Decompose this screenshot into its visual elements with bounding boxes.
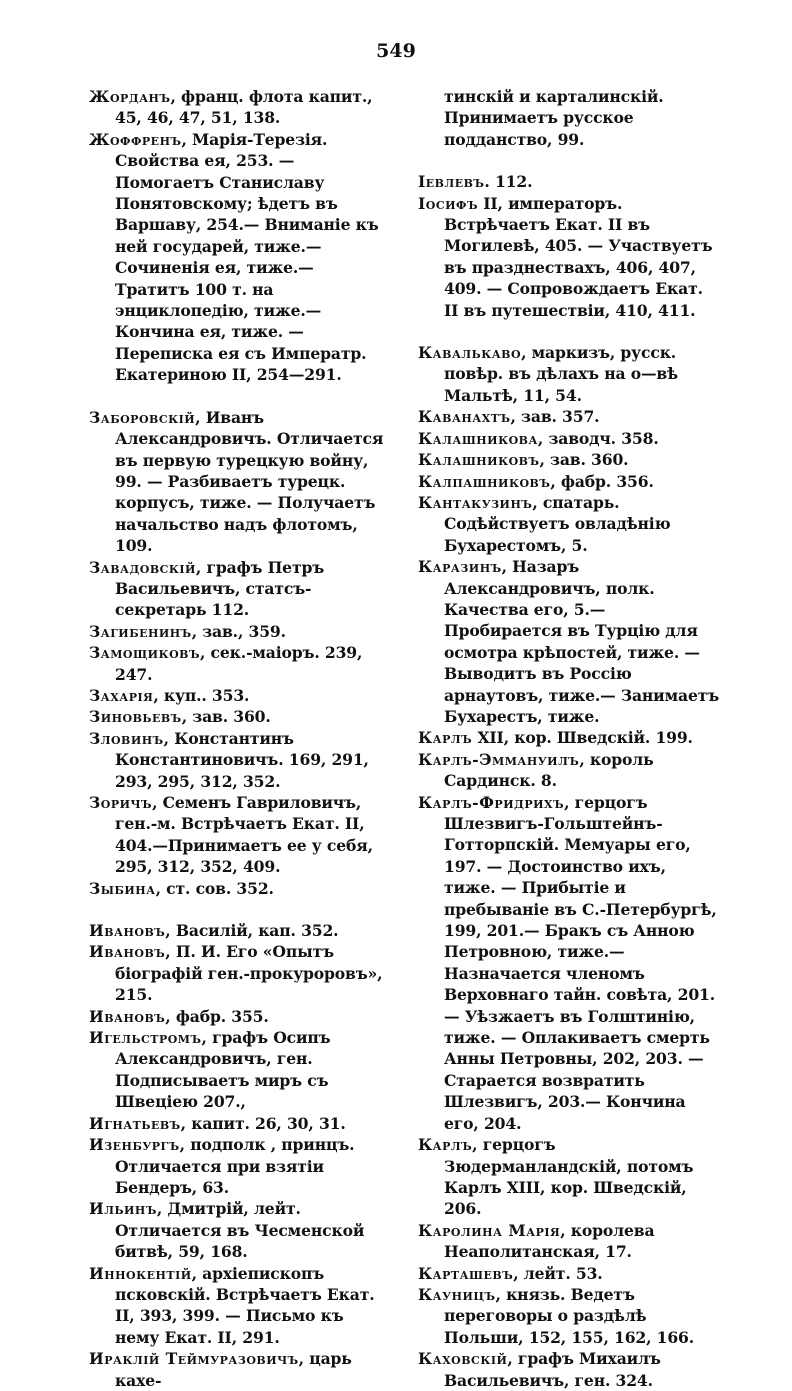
entry-headword: Зиновьевъ: [89, 707, 182, 727]
entry-text: , лейт. 53.: [513, 1263, 603, 1283]
index-entry: [418, 471, 720, 492]
entry-headword: Игельстромъ: [89, 1028, 202, 1048]
index-entry: [418, 428, 720, 449]
index-entry: [89, 941, 391, 1005]
entry-headword: Іосифъ: [418, 193, 478, 213]
entry-text: , зав. 360.: [539, 450, 629, 470]
index-entry: [89, 1263, 391, 1349]
entry-text: , франц. флота капит., 45, 46, 47, 51, 138.: [115, 87, 373, 128]
index-entry: [418, 1348, 720, 1391]
entry-headword: Іевлевъ: [418, 172, 485, 192]
index-entry: [418, 1220, 720, 1263]
entry-headword: Кантакузинъ: [418, 492, 533, 512]
index-entry: [89, 129, 391, 386]
index-entry: [418, 1284, 720, 1348]
index-entry: [418, 171, 720, 192]
entry-headword: Карлъ-Эммануилъ: [418, 749, 580, 769]
entry-text: , Марія-Терезія. Свойства ея, 253. — Помогаетъ Станиславу Понятовскому; ѣдетъ въ Варшаву, 254.— Вниманіе къ ней государей, тиже.— Сочиненія ея, тиже.— Тратитъ 100 т. на энциклопедію, тиже.—Кончина ея, тиже. — Переписка ея съ Императр. Екатериною II, 254—291.: [115, 129, 379, 385]
entry-headword: Каховскій: [418, 1349, 508, 1369]
entry-text: XII, кор. Шведскій. 199.: [472, 728, 693, 748]
index-entry: [89, 1134, 391, 1198]
entry-text: , король Сардинск. 8.: [444, 749, 654, 791]
entry-text: , П. И. Его «Опытъ біографій ген.-прокуроровъ», 215.: [115, 942, 383, 1005]
index-entry: [89, 792, 391, 878]
entry-headword: Замощиковъ: [89, 643, 200, 663]
entry-headword: Карлъ: [418, 1135, 473, 1155]
entry-text: , герцогъ Шлезвигъ-Гольштейнъ-Готторпскій. Мемуары его, 197. — Достоинство ихъ, тиже. — Прибытіе и пребываніе въ С.-Петербургѣ, 199, 201.— Бракъ съ Анною Петровною, тиже.— Назначается членомъ Верховнаго тайн. совѣта, 201.— Уѣзжаетъ въ Голштинію, тиже. — Оплакиваетъ смерть Анны Петровны, 202, 203. — Старается возвратить Шлезвигъ, 203.— Кончина его, 204.: [444, 792, 717, 1133]
entry-headword: Карлъ: [418, 728, 473, 748]
entry-headword: Каванахтъ: [418, 407, 511, 427]
right-column: [418, 86, 720, 1391]
index-entry: [89, 706, 391, 727]
entry-text: , куп.. 353.: [153, 685, 250, 705]
index-entry: [418, 193, 720, 321]
entry-text: , Василій, кап. 352.: [165, 921, 339, 941]
index-entry-continuation: [418, 86, 720, 150]
section-gap: [89, 899, 391, 920]
index-entry: [89, 1198, 391, 1262]
entry-text: тинскій и карталинскій. Принимаетъ русское подданство, 99.: [444, 87, 664, 149]
index-entry: [89, 407, 391, 557]
left-column: [89, 86, 391, 1391]
index-entry: [418, 1134, 720, 1220]
entry-text: , подполк , принцъ. Отличается при взятіи Бендеръ, 63.: [115, 1135, 355, 1197]
index-entry: [89, 557, 391, 621]
entry-headword: Калпашниковъ: [418, 471, 551, 491]
index-entry: [89, 728, 391, 792]
entry-headword: Загибенинъ: [89, 621, 192, 641]
entry-text: II, императоръ. Встрѣчаетъ Екат. II въ Могилевѣ, 405. — Участвуетъ въ празднествахъ, 406, 407, 409. — Сопровождаетъ Екат. II въ путешествіи, 410, 411.: [444, 193, 713, 320]
index-entry: [418, 342, 720, 406]
entry-text: , князь. Ведетъ переговоры о раздѣлѣ Польши, 152, 155, 162, 166.: [444, 1284, 695, 1347]
entry-text: , королева Неаполитанская, 17.: [444, 1220, 655, 1262]
entry-headword: Каразинъ: [418, 557, 502, 577]
entry-headword: Зловинъ: [89, 728, 164, 748]
entry-text: , зав., 359.: [191, 621, 286, 641]
entry-text: , зав. 357.: [510, 407, 600, 427]
index-entry: [89, 1027, 391, 1113]
entry-headword: Ильинъ: [89, 1199, 157, 1219]
index-entry: [418, 406, 720, 427]
index-entry: [418, 492, 720, 556]
entry-headword: Иннокентій: [89, 1263, 192, 1283]
entry-text: , графъ Петръ Васильевичъ, статсъ-секретарь 112.: [115, 557, 325, 620]
index-entry: [89, 1348, 391, 1391]
section-gap: [89, 386, 391, 407]
entry-text: , капит. 26, 30, 31.: [180, 1113, 346, 1133]
entry-headword: Калашникова: [418, 428, 538, 448]
entry-text: , ст. сов. 352.: [155, 878, 274, 898]
entry-text: , зав. 360.: [181, 707, 271, 727]
index-entry: [418, 1263, 720, 1284]
entry-headword: Каролина Марія: [418, 1220, 561, 1240]
entry-headword: Жорданъ: [89, 87, 171, 106]
entry-headword: Ираклій Теймуразовичъ: [89, 1349, 299, 1369]
entry-text: , герцогъ Зюдерманландскій, потомъ Карлъ XIII, кор. Шведскій, 206.: [444, 1135, 694, 1219]
index-entry: [418, 792, 720, 1135]
index-entry: [89, 642, 391, 685]
entry-headword: Ивановъ: [89, 1006, 166, 1026]
entry-text: , спатарь. Содѣйствуетъ овладѣнію Бухарестомъ, 5.: [444, 492, 671, 555]
entry-text: , Иванъ Александровичъ. Отличается въ первую турецкую войну, 99. — Разбиваетъ турецк. корпусъ, тиже. — Получаетъ начальство надъ флотомъ, 109.: [115, 407, 384, 556]
index-entry: [418, 556, 720, 727]
entry-text: , маркизъ, русск. повѣр. въ дѣлахъ на о—вѣ Мальтѣ, 11, 54.: [444, 343, 678, 405]
index-entry: [89, 1006, 391, 1027]
index-entry: [89, 920, 391, 941]
entry-headword: Зоричъ: [89, 793, 153, 812]
entry-headword: Игнатьевъ: [89, 1113, 181, 1133]
index-entry: [89, 1113, 391, 1134]
entry-headword: Изенбургъ: [89, 1135, 180, 1155]
entry-text: . 112.: [484, 172, 533, 192]
index-entry: [418, 449, 720, 470]
entry-headword: Зыбина: [89, 878, 156, 898]
entry-text: , Назаръ Александровичъ, полк. Качества его, 5.—Пробирается въ Турцію для осмотра крѣпостей, тиже. — Выводитъ въ Россію арнаутовъ, тиже.— Занимаетъ Бухарестъ, тиже.: [444, 557, 720, 726]
entry-text: , фабр. 356.: [550, 471, 654, 491]
entry-headword: Ивановъ: [89, 942, 166, 962]
entry-headword: Кавалькаво: [418, 343, 522, 363]
entry-text: , Семенъ Гавриловичъ, ген.-м. Встрѣчаетъ Екат. II, 404.—Принимаетъ ее у себя, 295, 312, 352, 409.: [115, 793, 373, 877]
entry-text: , Константинъ Константиновичъ. 169, 291, 293, 295, 312, 352.: [115, 728, 369, 791]
entry-headword: Захарія: [89, 685, 154, 705]
entry-headword: Калашниковъ: [418, 450, 540, 470]
entry-headword: Жоффренъ: [89, 129, 182, 149]
entry-headword: Завадовскій: [89, 557, 196, 577]
index-entry: [89, 685, 391, 706]
entry-text: , сек.-маіоръ. 239, 247.: [115, 643, 363, 684]
entry-text: , архіепископъ псковскій. Встрѣчаетъ Екат. II, 393, 399. — Письмо къ нему Екат. II, 291.: [115, 1263, 375, 1347]
entry-headword: Заборовскій: [89, 407, 196, 427]
index-entry: [89, 878, 391, 899]
section-gap: [418, 321, 720, 342]
entry-text: , заводч. 358.: [537, 428, 659, 448]
index-entry: [418, 749, 720, 792]
page-number: 549: [376, 40, 416, 62]
section-gap: [418, 150, 720, 171]
index-entry: [89, 86, 391, 129]
entry-text: , Дмитрій, лейт. Отличается въ Чесменской битвѣ, 59, 168.: [115, 1199, 365, 1262]
entry-text: , фабр. 355.: [165, 1006, 269, 1026]
entry-headword: Карлъ-Фридрихъ: [418, 792, 565, 812]
entry-text: , графъ Осипъ Александровичъ, ген. Подписываетъ миръ съ Швеціею 207.,: [115, 1028, 331, 1112]
index-entry: [418, 727, 720, 748]
entry-text: , графъ Михаилъ Васильевичъ, ген. 324.: [444, 1349, 661, 1390]
entry-headword: Карташевъ: [418, 1263, 514, 1283]
index-entry: [89, 621, 391, 642]
entry-headword: Кауницъ: [418, 1284, 496, 1304]
entry-text: , царь кахе-: [115, 1349, 352, 1390]
entry-headword: Ивановъ: [89, 921, 166, 941]
